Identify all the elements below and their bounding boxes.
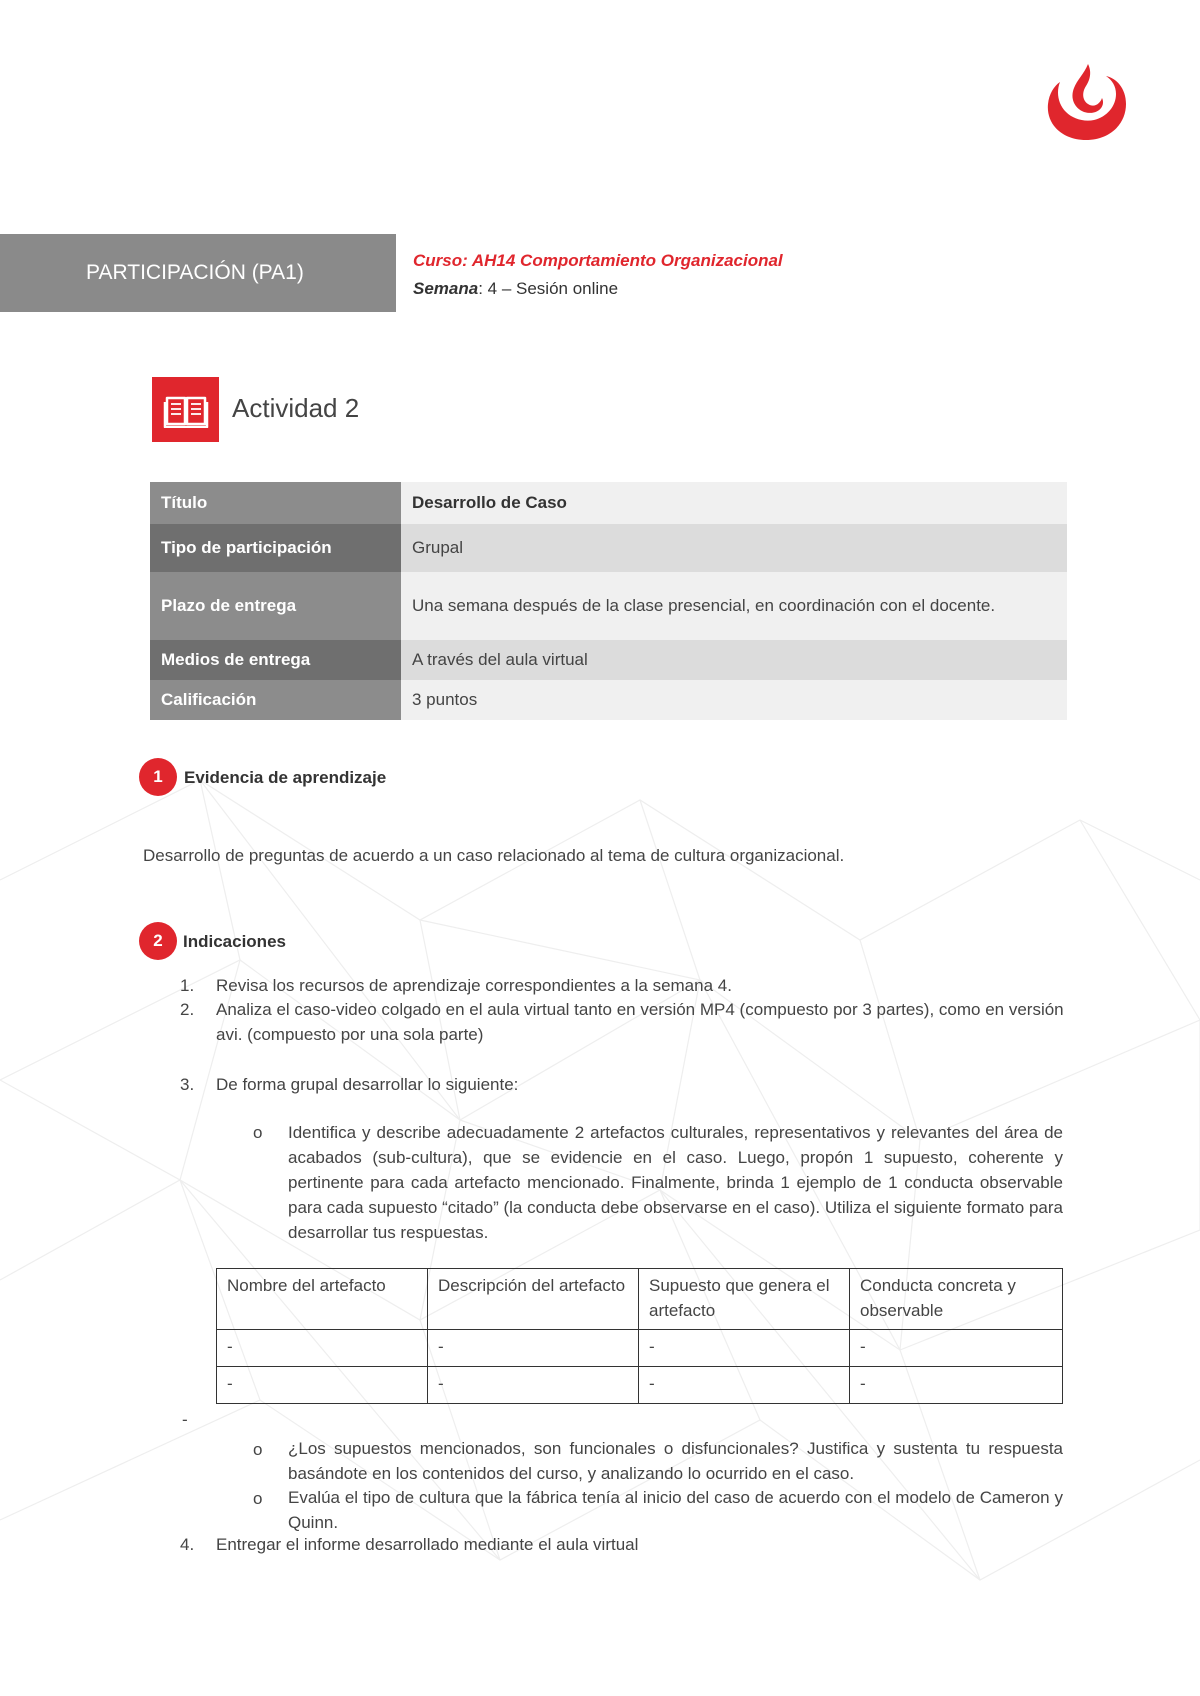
step-text: Entregar el informe desarrollado mediante el aula virtual [216, 1535, 639, 1554]
table-row [217, 1367, 1063, 1404]
section-title: Indicaciones [183, 932, 286, 951]
info-key: Medios de entrega [150, 640, 401, 680]
table-cell: - [850, 1330, 1063, 1367]
table-header-row [217, 1269, 1063, 1330]
bullet-marker: o [253, 1489, 263, 1508]
info-value: A través del aula virtual [401, 640, 1067, 680]
column-header: Conducta concreta y observable [850, 1269, 1063, 1330]
step-text: De forma grupal desarrollar lo siguiente: [216, 1075, 519, 1094]
week-label: Semana [413, 279, 479, 298]
bullet-text: ¿Los supuestos mencionados, son funcionales o disfuncionales? Justifica y sustenta tu respuesta basándote en los contenidos del curso, y analizando lo ocurrido en el caso. [288, 1439, 1063, 1483]
table-cell: - [428, 1367, 639, 1404]
info-value: Desarrollo de Caso [401, 482, 1067, 524]
table-row [217, 1330, 1063, 1367]
info-value: Una semana después de la clase presencial, en coordinación con el docente. [401, 572, 1067, 640]
step-text: Analiza el caso-video colgado en el aula virtual tanto en versión MP4 (compuesto por 3 partes), como en versión avi. (compuesto por una sola parte) [216, 1000, 1064, 1044]
step-number: 1. [180, 976, 195, 995]
participation-label: PARTICIPACIÓN (PA1) [86, 261, 304, 284]
bullet-text: Evalúa el tipo de cultura que la fábrica tenía al inicio del caso de acuerdo con el modelo de Cameron y Quinn. [288, 1488, 1063, 1532]
info-key: Tipo de participación [150, 524, 401, 572]
table-cell: - [217, 1330, 428, 1367]
artifact-format-table [216, 1268, 1063, 1404]
stray-dash: - [182, 1410, 188, 1429]
table-cell: - [217, 1367, 428, 1404]
table-cell: - [850, 1367, 1063, 1404]
week-value: : 4 – Sesión online [478, 279, 619, 298]
table-cell: - [639, 1367, 850, 1404]
bullet-text: Identifica y describe adecuadamente 2 artefactos culturales, representativos y relevantes del área de acabados (sub-cultura), que se evidencie en el caso. Luego, propón 1 supuesto, coherente y pertinente para cada artefacto mencionado. Finalmente, brinda 1 ejemplo de 1 conducta observable para cada supuesto “citado” (la conducta debe observarse en el caso). Utiliza el siguiente formato para desarrollar tus respuestas. [288, 1123, 1063, 1242]
info-key: Calificación [150, 680, 401, 720]
info-key: Título [150, 482, 401, 524]
section-body: Desarrollo de preguntas de acuerdo a un caso relacionado al tema de cultura organizacional. [143, 846, 845, 865]
table-cell: - [639, 1330, 850, 1367]
column-header: Supuesto que genera el artefacto [639, 1269, 850, 1330]
section-number-badge: 1 [139, 758, 177, 796]
step-number: 2. [180, 1000, 195, 1019]
step-text: Revisa los recursos de aprendizaje correspondientes a la semana 4. [216, 976, 732, 995]
bullet-marker: o [253, 1123, 263, 1142]
table-cell: - [428, 1330, 639, 1367]
info-value: 3 puntos [401, 680, 1067, 720]
section-number-badge: 2 [139, 922, 177, 960]
column-header: Descripción del artefacto [428, 1269, 639, 1330]
info-value: Grupal [401, 524, 1067, 572]
column-header: Nombre del artefacto [217, 1269, 428, 1330]
activity-title: Actividad 2 [232, 393, 360, 423]
bullet-marker: o [253, 1440, 263, 1459]
info-key: Plazo de entrega [150, 572, 401, 640]
section-title: Evidencia de aprendizaje [184, 768, 387, 787]
step-number: 4. [180, 1535, 195, 1554]
step-number: 3. [180, 1075, 195, 1094]
course-title: Curso: AH14 Comportamiento Organizacional [413, 251, 783, 270]
